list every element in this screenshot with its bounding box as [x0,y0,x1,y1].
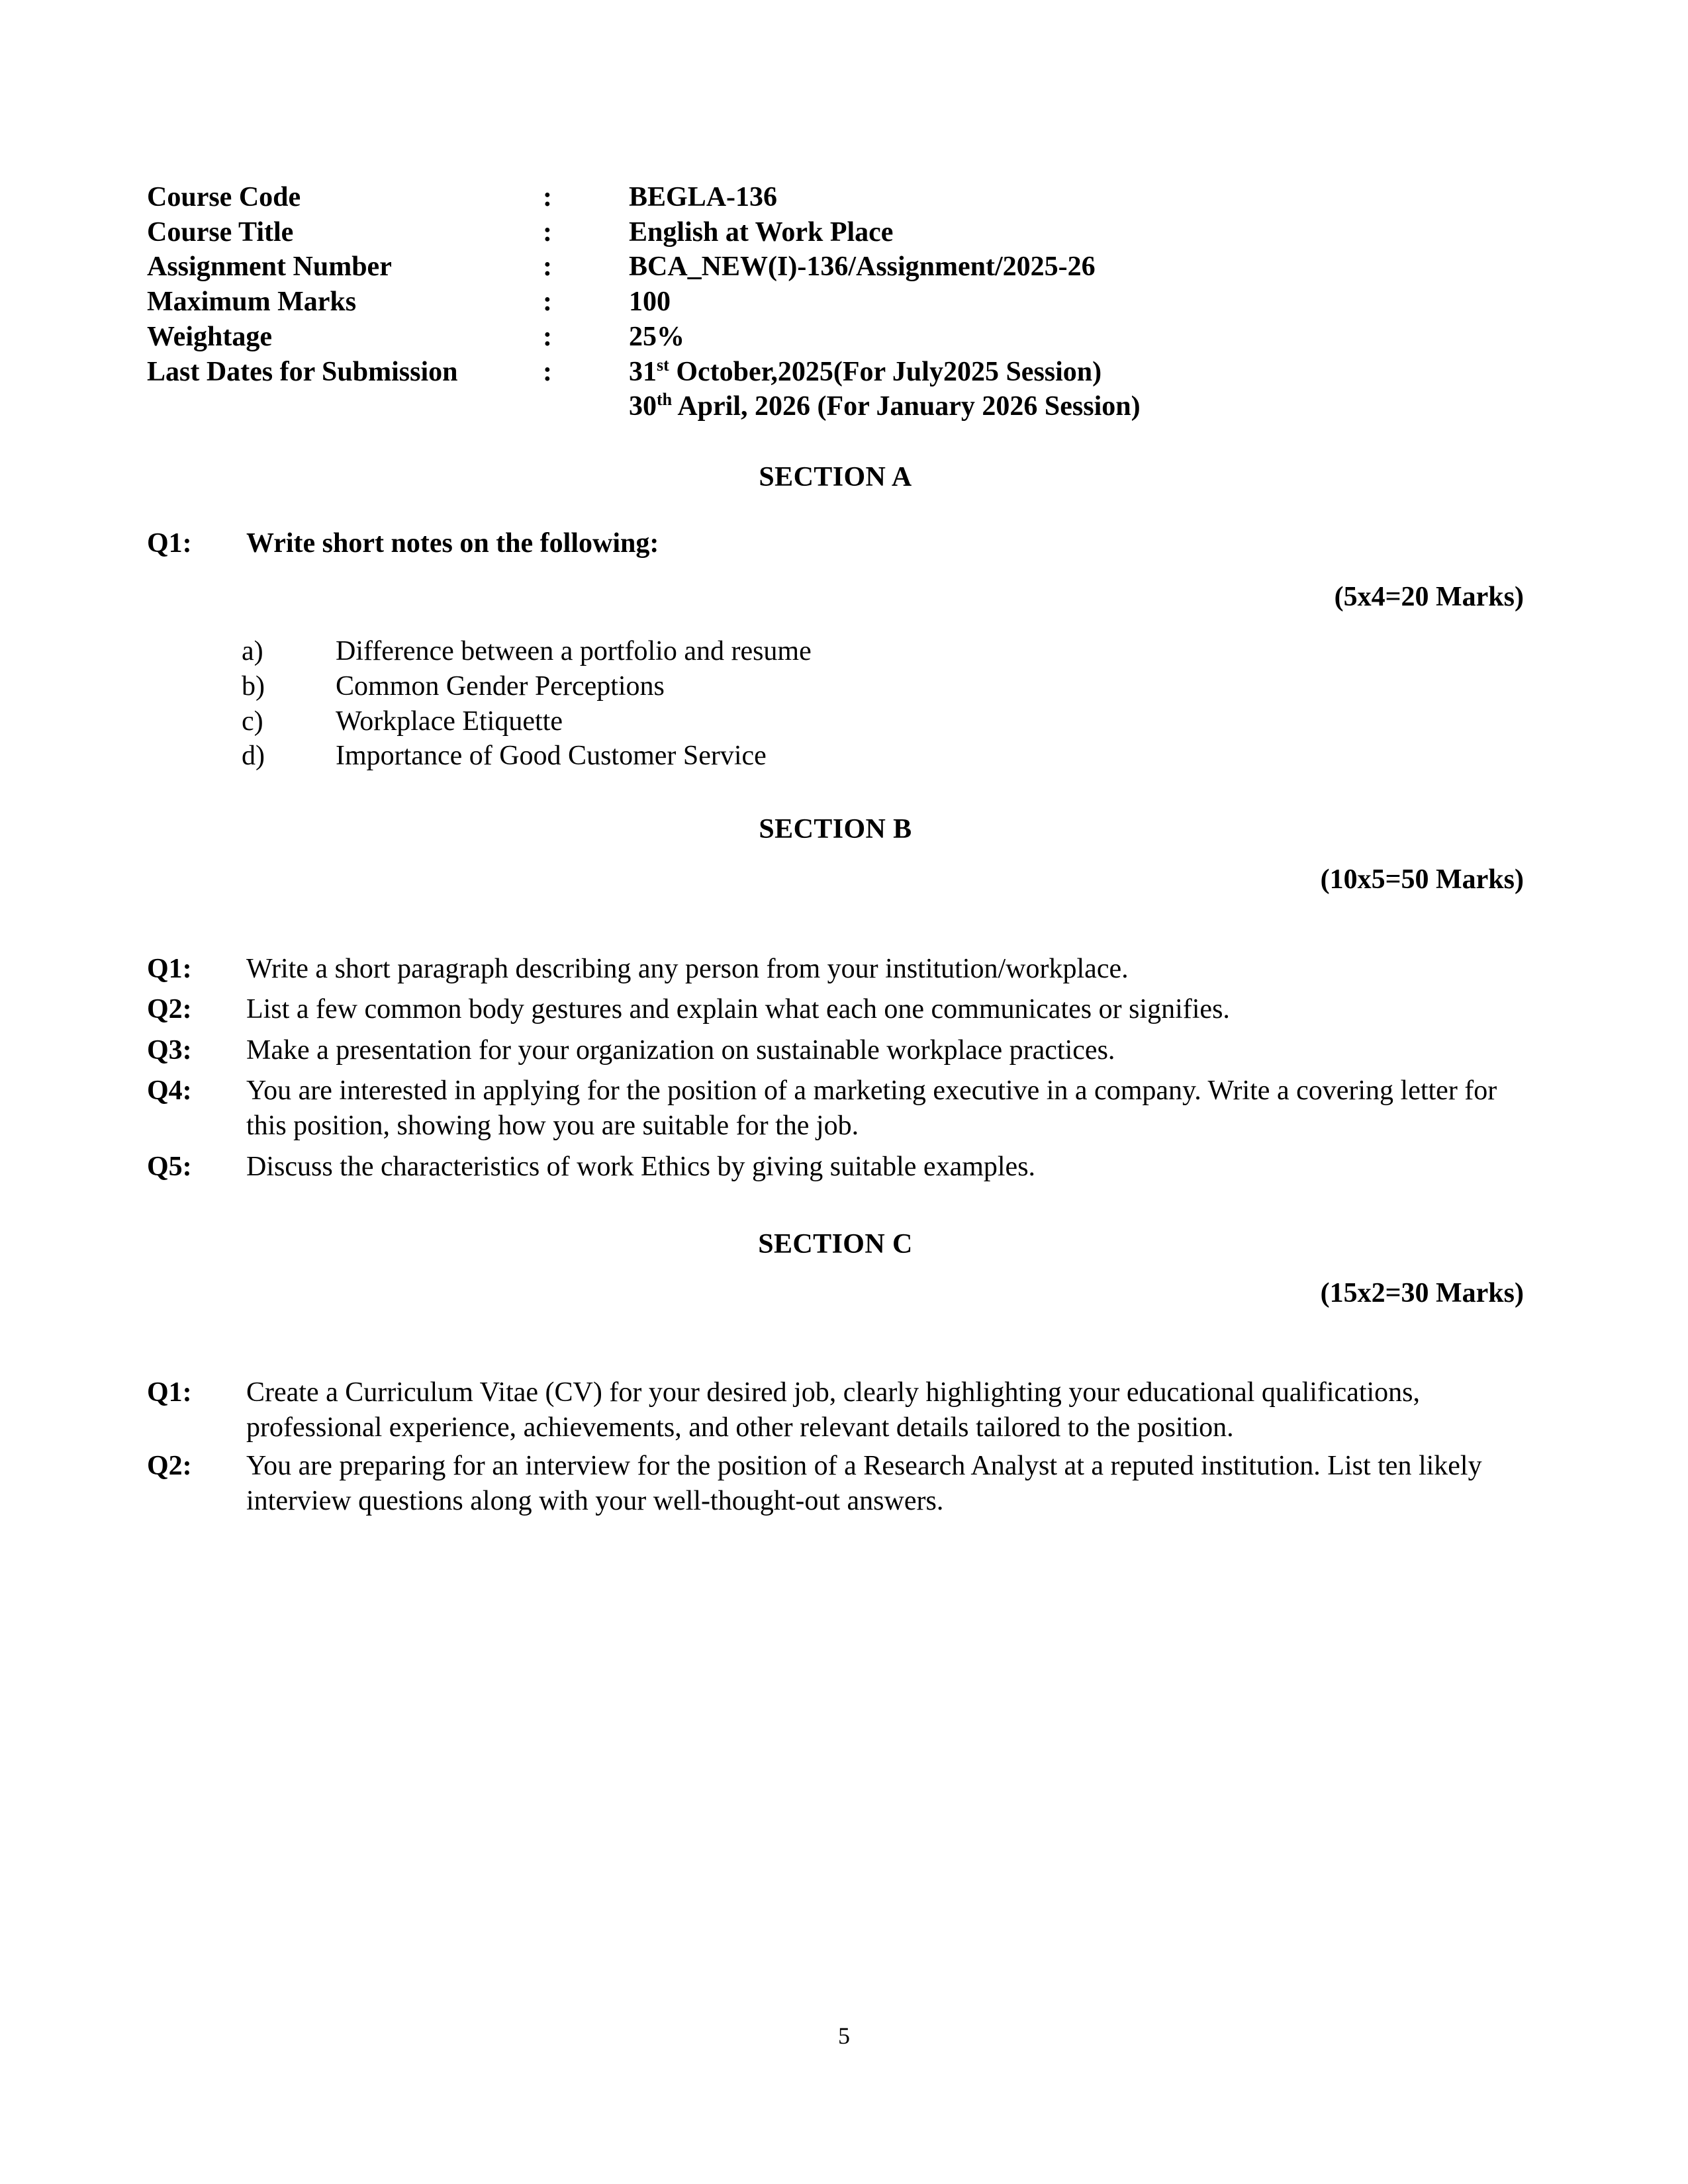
section-b-question-list [147,952,1524,1185]
sub-item-marker-c: c) [242,705,263,737]
question-row [147,1033,1524,1068]
section-b-q4-text: You are interested in applying for the position of a marketing executive in a company. Write a covering letter for this position, showing how you are suitable for the job. [246,1075,1497,1142]
meta-label-maximum-marks: Maximum Marks [147,287,357,318]
meta-label-course-title: Course Title [147,216,294,248]
section-c-q1-text: Create a Curriculum Vitae (CV) for your desired job, clearly highlighting your educational qualifications, professional experience, achievements, and other relevant details tailored to the position. [246,1377,1421,1443]
sub-item-text-b: Common Gender Perceptions [336,670,665,702]
meta-label-assignment-number: Assignment Number [147,251,392,283]
section-b-q2-label: Q2: [147,994,192,1025]
section-b-q4-label: Q4: [147,1075,192,1107]
meta-row-weightage [147,320,1141,355]
meta-colon-last-dates: : [543,356,552,387]
section-a-question-row [147,526,1524,561]
meta-value-weightage: 25% [629,321,684,352]
section-c-q1-label: Q1: [147,1377,192,1408]
date-day-2: 30 [629,391,657,422]
sub-item-marker-d: d) [242,741,265,772]
section-c-q2-label: Q2: [147,1450,192,1481]
sub-item-text-d: Importance of Good Customer Service [336,741,767,772]
meta-label-weightage: Weightage [147,321,272,352]
section-b-q2-text: List a few common body gestures and explain what each one communicates or signifies. [246,994,1230,1025]
section-a-marks: (5x4=20 Marks) [1334,582,1524,613]
section-b-q5-label: Q5: [147,1151,192,1182]
meta-row-maximum-marks [147,285,1141,320]
question-row [147,992,1524,1027]
section-a-heading: SECTION A [759,461,912,492]
section-c [147,1228,1524,1519]
date-rest-2: April, 2026 (For January 2026 Session) [672,391,1141,422]
sub-item-text-c: Workplace Etiquette [336,705,563,737]
meta-row-course-title [147,215,1141,250]
meta-label-course-code: Course Code [147,182,301,212]
section-b [147,813,1524,1185]
section-b-q1-label: Q1: [147,954,192,985]
page-content [147,180,1524,1519]
meta-row-last-dates [147,355,1141,424]
meta-label-last-dates: Last Dates for Submission [147,356,458,387]
list-item [147,739,1524,774]
question-row [147,1449,1524,1520]
meta-colon-weightage: : [543,321,552,352]
date-ordinal-1: st [657,355,669,375]
date-ordinal-2: th [657,390,673,410]
sub-item-text-a: Difference between a portfolio and resume [336,636,812,667]
question-row [147,952,1524,987]
section-a-q1-text: Write short notes on the following: [246,527,659,559]
course-meta-table [147,180,1141,424]
date-day-1: 31 [629,356,657,387]
meta-value-course-code: BEGLA-136 [629,182,778,212]
submission-date-january-session [629,389,1141,424]
date-rest-1: October,2025(For July2025 Session) [669,356,1102,387]
meta-value-assignment-number: BCA_NEW(I)-136/Assignment/2025-26 [629,251,1096,283]
list-item [147,669,1524,704]
section-b-q1-text: Write a short paragraph describing any person from your institution/workplace. [246,954,1129,985]
meta-colon-course-title: : [543,216,552,248]
meta-colon-maximum-marks: : [543,287,552,318]
section-b-marks: (10x5=50 Marks) [1320,864,1524,895]
sub-item-marker-a: a) [242,636,263,667]
section-b-heading: SECTION B [759,814,912,845]
question-row [147,1375,1524,1446]
section-c-question-list [147,1375,1524,1519]
meta-row-assignment-number [147,250,1141,285]
meta-value-course-title: English at Work Place [629,216,894,248]
section-c-heading: SECTION C [758,1229,913,1260]
page-number: 5 [838,2023,850,2049]
question-row [147,1150,1524,1185]
section-c-marks: (15x2=30 Marks) [1320,1278,1524,1309]
section-b-q3-text: Make a presentation for your organization on sustainable workplace practices. [246,1034,1115,1066]
meta-colon-assignment-number: : [543,251,552,283]
section-c-q2-text: You are preparing for an interview for the position of a Research Analyst at a reputed institution. List ten likely interview questions along with your well-thought-out answers. [246,1450,1482,1517]
list-item [147,634,1524,669]
section-a [147,461,1524,774]
meta-value-last-dates [629,355,1141,424]
submission-date-july-session [629,355,1141,390]
meta-row-course-code [147,180,1141,215]
section-a-sub-list [147,634,1524,774]
question-row [147,1073,1524,1144]
meta-value-maximum-marks: 100 [629,287,671,318]
meta-colon-course-code: : [543,182,552,212]
section-b-q3-label: Q3: [147,1034,192,1066]
section-b-q5-text: Discuss the characteristics of work Ethics by giving suitable examples. [246,1151,1036,1182]
list-item [147,704,1524,739]
section-a-q1-label: Q1: [147,527,192,559]
sub-item-marker-b: b) [242,670,265,702]
